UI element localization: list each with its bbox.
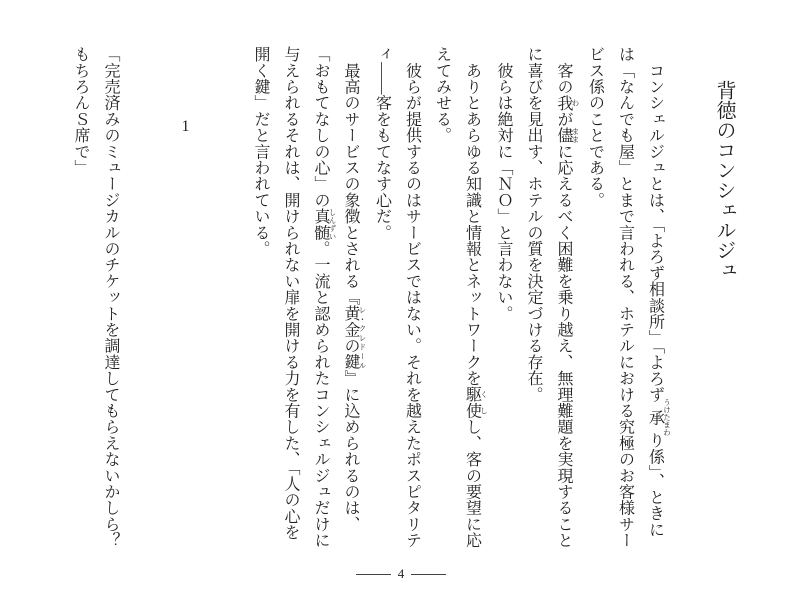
section-number: 1 xyxy=(177,118,194,136)
page-title: 背徳のコンシェルジュ xyxy=(713,80,735,280)
furigana-ruby: 真髄 しんずい xyxy=(312,208,337,241)
footer-rule-right xyxy=(411,574,446,575)
paragraph: 客の我 わが儘 ままに応えるべく困難を乗り越え、無理難題を実現することに喜びを見出す、ホテルの質を決定づける存在。 xyxy=(525,46,580,549)
furigana-ruby: 我 わ xyxy=(555,94,580,111)
page-number: 4 xyxy=(397,566,405,581)
paragraph: 彼らは絶対に「ＮＯ」と言わない。 xyxy=(495,46,512,322)
paragraph: コンシェルジュとは、「よろず相談所」「よろず承 うけたまわり係」、ときには「なんでも屋」とまで言われる、ホテルにおける究極のお客様サービス係のことである。 xyxy=(586,46,672,549)
chapter-title-block xyxy=(710,80,739,280)
paragraph: ありとあらゆる知識と情報とネットワークを駆使 くしし、客の要望に応えてみせる。 xyxy=(433,46,489,549)
paragraph: 彼らが提供するのはサービスではない。それを越えたポスピタリティ——客をもてなす心だ。 xyxy=(373,46,421,549)
paragraph: 「完売済みのミュージカルのチケットを調達してもらえないかしら？ もちろんＳ席で」 xyxy=(72,46,119,565)
furigana-ruby: 黄金の鍵 レ・クレドール xyxy=(342,305,367,371)
paragraph: 最高のサービスの象徴とされる『黄金の鍵 レ・クレドール』に込められるのは、「おもてなしの心」の真髄 しんずい。一流と認められたコンシェルジュだけに与えられるそれは、開けられない扉を開ける力を有した、「人の心を開く鍵」だと言われている。 xyxy=(252,46,367,549)
body-text xyxy=(65,46,672,565)
footer-rule-left xyxy=(356,574,391,575)
page-footer xyxy=(0,566,802,582)
furigana-ruby: 儘 まま xyxy=(555,127,580,144)
furigana-ruby: 承 うけたまわ xyxy=(646,398,672,437)
furigana-ruby: 駆使 くし xyxy=(463,386,489,419)
